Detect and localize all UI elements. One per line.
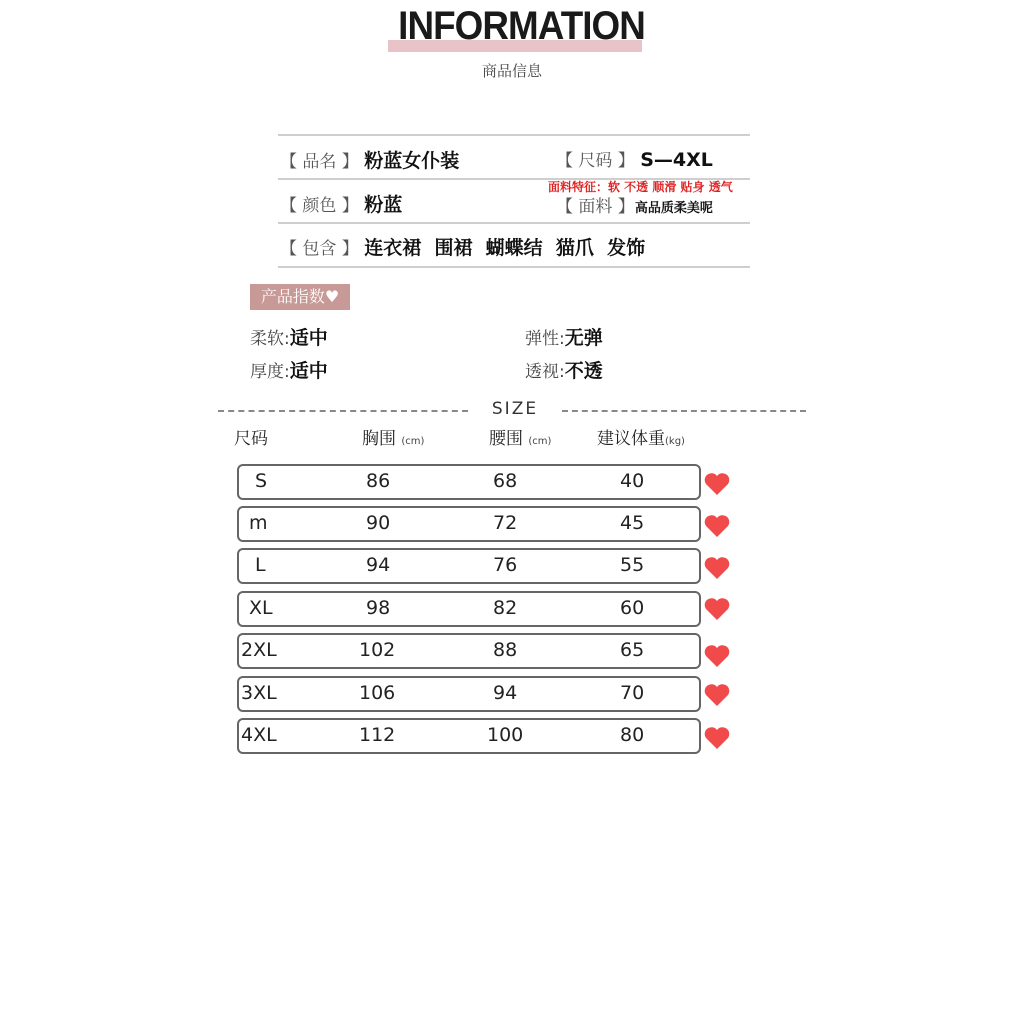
size-divider-left	[218, 410, 468, 412]
info-contents-row: 【 包含 】 连衣裙 围裙 蝴蝶结 猫爪 发饰	[280, 237, 646, 259]
page-title: INFORMATION	[398, 4, 645, 48]
col-header-weight: 建议体重(kg)	[597, 429, 685, 449]
heart-icon	[704, 644, 730, 668]
col-header-waist: 腰围 (cm)	[489, 429, 552, 449]
index-elasticity: 弹性:无弹	[525, 327, 603, 349]
divider	[278, 134, 750, 136]
size-row: L 94 76 55	[237, 548, 701, 584]
info-color-row: 【 颜色 】 粉蓝	[280, 194, 403, 216]
heart-icon	[704, 514, 730, 538]
size-row: 2XL 102 88 65	[237, 633, 701, 669]
size-section-label: SIZE	[491, 399, 539, 419]
product-index-badge: 产品指数♥	[250, 284, 350, 310]
col-header-chest: 胸围 (cm)	[362, 429, 425, 449]
index-thickness: 厚度:适中	[250, 360, 328, 382]
fabric-feature-note: 面料特征：软 不透 顺滑 贴身 透气	[548, 180, 733, 194]
heart-icon	[704, 472, 730, 496]
index-transparency: 透视:不透	[525, 360, 603, 382]
heart-icon	[704, 726, 730, 750]
page-subtitle: 商品信息	[481, 62, 542, 80]
col-header-size: 尺码	[234, 429, 268, 449]
info-size-row: 【 尺码 】 S—4XL	[556, 149, 713, 171]
info-fabric-row: 【 面料 】高品质柔美呢	[556, 197, 713, 217]
divider	[278, 266, 750, 268]
divider	[278, 222, 750, 224]
size-row: m 90 72 45	[237, 506, 701, 542]
size-row: 4XL 112 100 80	[237, 718, 701, 754]
info-name-row: 【 品名 】 粉蓝女仆装	[280, 150, 460, 172]
heart-icon	[704, 683, 730, 707]
size-row: XL 98 82 60	[237, 591, 701, 627]
size-row: 3XL 106 94 70	[237, 676, 701, 712]
heart-icon	[704, 597, 730, 621]
index-softness: 柔软:适中	[250, 327, 328, 349]
heart-icon	[704, 556, 730, 580]
size-divider-right	[562, 410, 806, 412]
size-row: S 86 68 40	[237, 464, 701, 500]
